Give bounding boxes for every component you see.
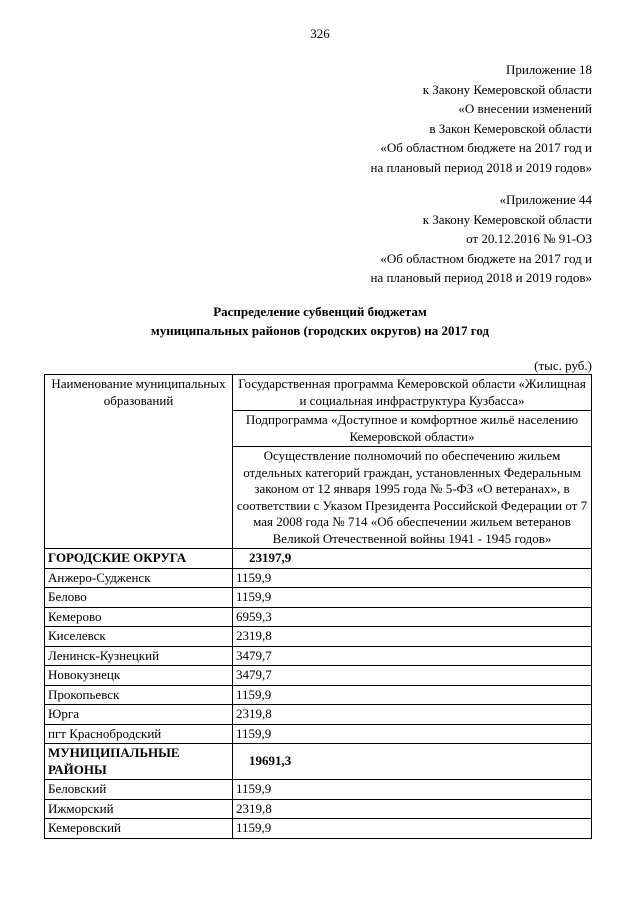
row-value: 3479,7 — [233, 666, 592, 686]
row-value: 6959,3 — [233, 607, 592, 627]
row-name: Киселевск — [45, 627, 233, 647]
appendix-line: «О внесении изменений — [458, 101, 592, 117]
row-name: Кемеровский — [45, 819, 233, 839]
table-row — [45, 799, 592, 819]
row-name: Анжеро-Судженск — [45, 568, 233, 588]
row-value: 1159,9 — [233, 780, 592, 800]
appendix-header-current — [371, 60, 593, 178]
table-row — [45, 627, 592, 647]
table-row — [45, 646, 592, 666]
row-name: пгт Краснобродский — [45, 724, 233, 744]
section-name: ГОРОДСКИЕ ОКРУГА — [45, 549, 233, 569]
table-row — [45, 724, 592, 744]
row-value: 3479,7 — [233, 646, 592, 666]
section-total: 19691,3 — [233, 744, 592, 780]
section-row — [45, 744, 592, 780]
appendix-line: к Закону Кемеровской области — [422, 81, 592, 97]
appendix-line: к Закону Кемеровской области — [422, 211, 592, 227]
row-name: Кемерово — [45, 607, 233, 627]
title-line: Распределение субвенций бюджетам — [213, 304, 427, 319]
appendix-line: на плановый период 2018 и 2019 годов» — [370, 159, 592, 175]
table-row — [45, 666, 592, 686]
row-name: Белово — [45, 588, 233, 608]
row-name: Новокузнецк — [45, 666, 233, 686]
header-subprogram-cell: Подпрограмма «Доступное и комфортное жильё населению Кемеровской области» — [233, 411, 592, 447]
row-value: 1159,9 — [233, 724, 592, 744]
row-value: 2319,8 — [233, 627, 592, 647]
table-row — [45, 705, 592, 725]
row-value: 1159,9 — [233, 685, 592, 705]
header-measure-cell: Осуществление полномочий по обеспечению жильем отдельных категорий граждан, установленных Федеральным законом от 12 января 1995 года № 5-ФЗ «О ветеранах», в соответствии с Указом Президента Российской Федерации от 7 мая 2008 года № 714 «Об обеспечении жильем ветеранов Великой Отечественной войны 1941 - 1945 годов» — [233, 447, 592, 549]
table-row — [45, 607, 592, 627]
row-name: Юрга — [45, 705, 233, 725]
section-total: 23197,9 — [233, 549, 592, 569]
table-row — [45, 819, 592, 839]
row-value: 1159,9 — [233, 568, 592, 588]
appendix-line: на плановый период 2018 и 2019 годов» — [370, 270, 592, 286]
subsidy-table — [44, 374, 592, 839]
row-value: 1159,9 — [233, 588, 592, 608]
table-row — [45, 780, 592, 800]
page-number: 326 — [310, 26, 330, 41]
row-name: Ижморский — [45, 799, 233, 819]
header-program-cell: Государственная программа Кемеровской области «Жилищная и социальная инфраструктура Кузбасса» — [233, 375, 592, 411]
row-name: Прокопьевск — [45, 685, 233, 705]
table-row — [45, 568, 592, 588]
appendix-line: в Закон Кемеровской области — [429, 120, 592, 136]
appendix-line: «Об областном бюджете на 2017 год и — [380, 250, 592, 266]
units-label: (тыс. руб.) — [534, 358, 592, 373]
appendix-line: от 20.12.2016 № 91-ОЗ — [466, 231, 592, 247]
row-name: Ленинск-Кузнецкий — [45, 646, 233, 666]
table-row — [45, 588, 592, 608]
row-value: 2319,8 — [233, 799, 592, 819]
header-name-cell: Наименование муниципальных образований — [45, 375, 233, 549]
row-value: 2319,8 — [233, 705, 592, 725]
title-line: муниципальных районов (городских округов) на 2017 год — [150, 323, 490, 338]
appendix-header-original — [371, 190, 593, 288]
appendix-line: Приложение 18 — [505, 62, 592, 77]
section-row — [45, 549, 592, 569]
appendix-line: «Приложение 44 — [499, 192, 592, 207]
document-title — [0, 302, 640, 340]
row-name: Беловский — [45, 780, 233, 800]
row-value: 1159,9 — [233, 819, 592, 839]
table-row — [45, 685, 592, 705]
appendix-line: «Об областном бюджете на 2017 год и — [380, 140, 592, 156]
header-row — [45, 375, 592, 411]
section-name: МУНИЦИПАЛЬНЫЕ РАЙОНЫ — [45, 744, 233, 780]
